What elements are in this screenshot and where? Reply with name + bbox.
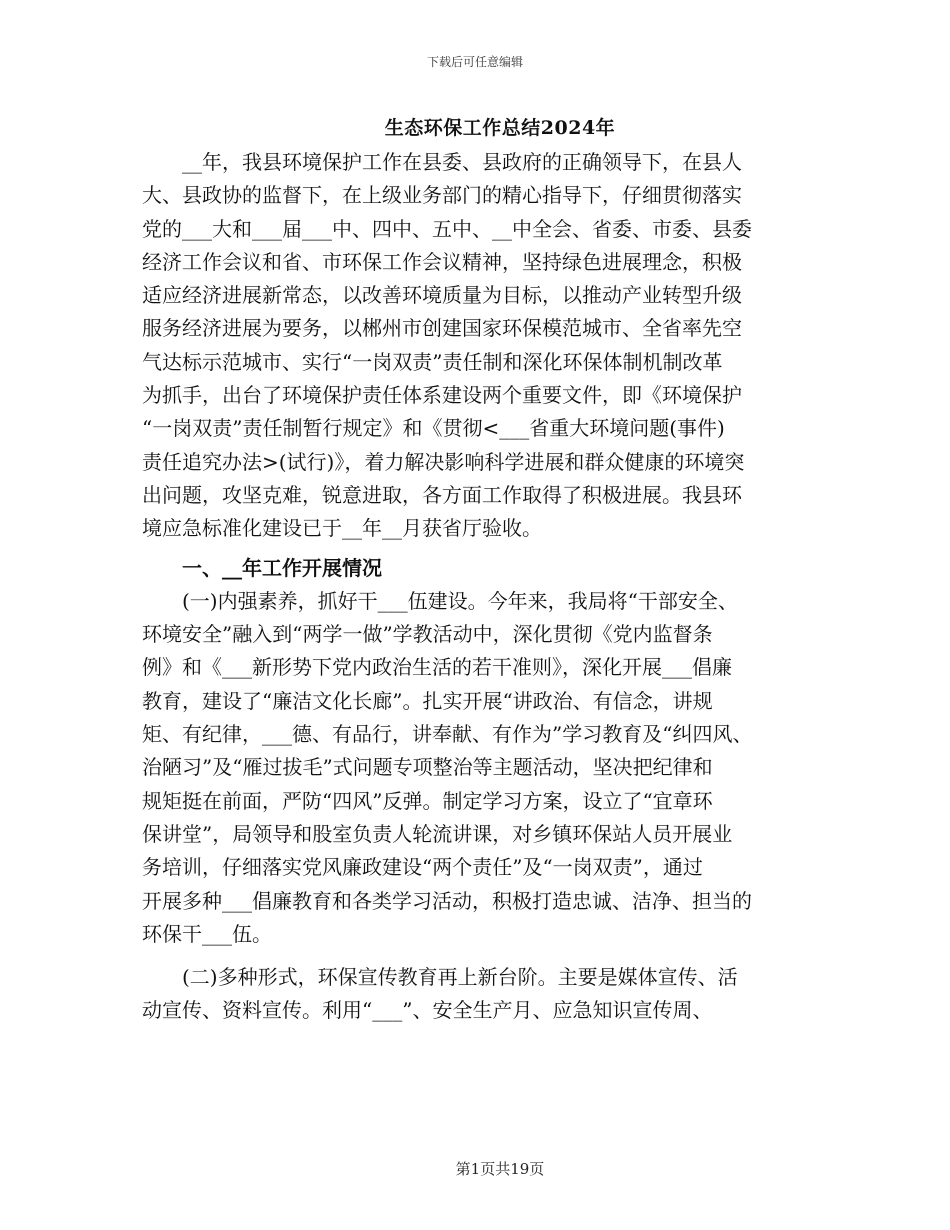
paragraph-line: 党的___大和___届___中、四中、五中、__中全会、省委、市委、县委	[142, 216, 752, 241]
paragraph-line: “一岗双责”责任制暂行规定》和《贯彻<___省重大环境问题(事件)	[142, 416, 725, 441]
paragraph-line: 适应经济进展新常态，以改善环境质量为目标，以推动产业转型升级	[142, 283, 742, 308]
paragraph-line: 保讲堂”，局领导和股室负责人轮流讲课，对乡镇环保站人员开展业	[142, 821, 733, 846]
paragraph-line: 境应急标准化建设已于__年__月获省厅验收。	[142, 516, 542, 541]
paragraph-line: 经济工作会议和省、市环保工作会议精神，坚持绿色进展理念，积极	[142, 249, 742, 274]
paragraph-line: (二)多种形式，环保宣传教育再上新台阶。主要是媒体宣传、活	[182, 965, 738, 990]
paragraph-line: __年，我县环境保护工作在县委、县政府的正确领导下，在县人	[182, 150, 742, 174]
page-number: 第1页共19页	[455, 1160, 545, 1178]
paragraph-line: 治陋习”及“雁过拔毛”式问题专项整治等主题活动，坚决把纪律和	[142, 755, 713, 780]
paragraph-line: 出问题，攻坚克难，锐意进取，各方面工作取得了积极进展。我县环	[142, 482, 742, 507]
document-body	[142, 146, 822, 1028]
paragraph-line: 例》和《___新形势下党内政治生活的若干准则》，深化开展___倡廉	[142, 655, 732, 680]
paragraph-line: 为抓手，出台了环境保护责任体系建设两个重要文件，即《环境保护	[142, 383, 742, 408]
paragraph-line: 动宣传、资料宣传。利用“___”、安全生产月、应急知识宣传周、	[142, 998, 713, 1023]
header-note: 下载后可任意编辑	[426, 55, 523, 69]
paragraph-line: 环境安全”融入到“两学一做”学教活动中，深化贯彻《党内监督条	[142, 622, 713, 647]
paragraph-line: 矩、有纪律，___德、有品行，讲奉献、有作为”学习教育及“纠四风、	[142, 722, 753, 747]
paragraph-line: 大、县政协的监督下，在上级业务部门的精心指导下，仔细贯彻落实	[142, 183, 742, 208]
section-heading: 一、__年工作开展情况	[182, 555, 382, 580]
paragraph-line: 教育，建设了“廉洁文化长廊”。扎实开展“讲政治、有信念，讲规	[142, 688, 713, 713]
paragraph-line: 环保干___伍。	[142, 921, 272, 946]
paragraph-line: (一)内强素养，抓好干___伍建设。今年来，我局将“干部安全、	[182, 588, 738, 613]
paragraph-line: 气达标示范城市、实行“一岗双责”责任制和深化环保体制机制改革	[142, 349, 723, 374]
paragraph-line: 服务经济进展为要务，以郴州市创建国家环保模范城市、全省率先空	[142, 316, 742, 341]
paragraph-line: 责任追究办法>(试行)》，着力解决影响科学进展和群众健康的环境突	[142, 449, 745, 474]
paragraph-line: 规矩挺在前面，严防“四风”反弹。制定学习方案，设立了“宜章环	[142, 788, 713, 813]
paragraph-line: 务培训，仔细落实党风廉政建设“两个责任”及“一岗双责”，通过	[142, 855, 703, 880]
paragraph-line: 开展多种___倡廉教育和各类学习活动，积极打造忠诚、洁净、担当的	[142, 888, 752, 913]
document-title: 生态环保工作总结2024年	[384, 117, 616, 139]
